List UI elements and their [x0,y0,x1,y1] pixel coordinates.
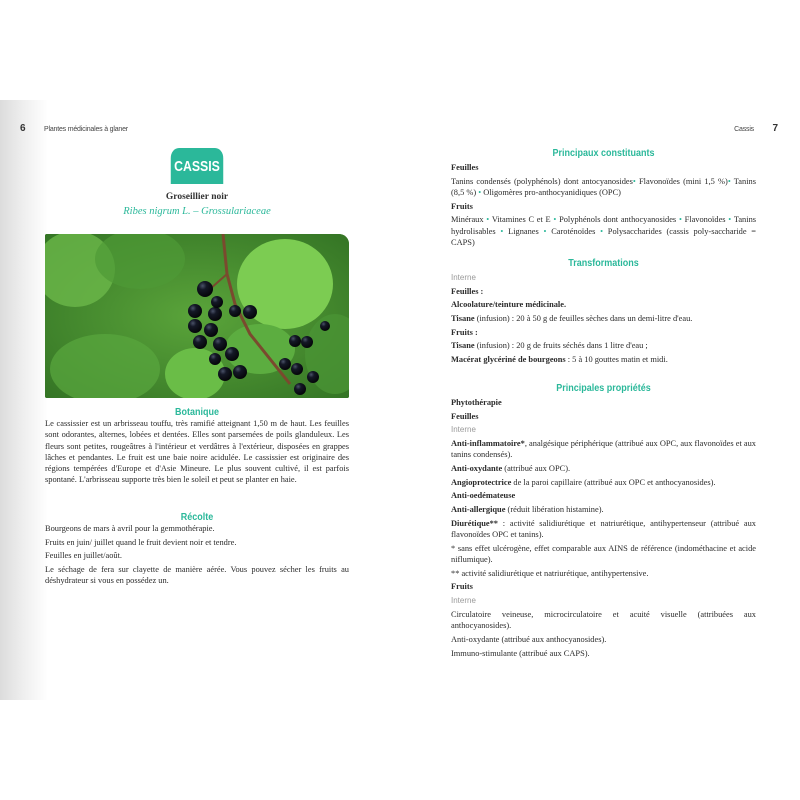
property-name: Angioprotectrice [451,477,512,487]
constituent-item: Tanins condensés (polyphénols) dont antocyanosides [451,176,633,186]
bullet-separator: • [553,215,557,225]
proprietes-fruits-label: Fruits [451,582,473,592]
common-name: Groseillier noir [165,192,229,202]
property-name: Anti-oxydante [451,464,503,474]
property-name: Anti-inflammatoire* [451,439,525,449]
bullet-separator: • [500,226,504,236]
constituent-item: Tanins (8,5 %) [451,176,756,197]
fruit-property-item: Immuno-stimulante (attribué aux CAPS). [451,648,590,658]
property-detail: : activité salidiurétique et natriurétique, antihypertenseur (attribué aux flavonoïdes OPC et tanins). [451,518,756,540]
fruit-property-item: Anti-oxydante (attribué aux anthocyanosides). [451,634,607,644]
bullet-separator: • [728,215,732,225]
constituants-fruits-label: Fruits [451,201,473,211]
macerat-line [451,354,756,365]
constituent-item: Polyphénols dont anthocyanosides [559,215,677,225]
transformations-fruits-label: Fruits : [451,327,478,337]
tisane-detail: (infusion) : 20 g de fruits séchés dans 1 litre d'eau ; [474,341,648,351]
running-head-right: Cassis [734,126,754,133]
proprietes-section [451,383,756,661]
recolte-section [45,512,349,589]
property-detail: (réduit libération histamine). [505,505,604,515]
phytotherapie-label: Phytothérapie [451,398,502,407]
bullet-separator: • [486,215,490,225]
transformations-feuilles-label: Feuilles : [451,286,484,296]
tisane-fruits-line [451,340,756,351]
property-name: Anti-allergique [451,505,506,515]
interne-label: Interne [451,273,476,282]
page-number-right: 7 [772,123,778,134]
constituent-item: Oligomères pro-anthocyanidiques (OPC) [483,187,621,197]
constituent-item: Flavonoïdes [684,215,726,225]
constituants-feuilles-label: Feuilles [451,163,479,172]
constituants-section [451,148,756,251]
constituants-title: Principaux constituants [552,148,655,159]
botanique-title: Botanique [174,407,219,418]
constituent-item: Polysaccharides (cassis poly-saccharide = CAPS) [451,226,757,247]
blackcurrant-photo [45,234,349,398]
constituent-item: Caroténoïdes [551,226,596,236]
latin-name: Ribes nigrum L. – Grossulariaceae [123,206,271,217]
constituent-item: Vitamines C et E [491,215,551,225]
tisane-label: Tisane [451,314,475,324]
bullet-separator: • [632,176,636,186]
proprietes-title: Principales propriétés [556,383,651,394]
book-spread [0,100,800,700]
bullet-separator: • [678,215,682,225]
macerat-detail: : 5 à 10 gouttes matin et midi. [565,355,668,365]
page-gutter-shadow [0,100,48,700]
tisane-detail: (infusion) : 20 à 50 g de feuilles sèches dans un demi-litre d'eau. [474,314,693,324]
recolte-line: Feuilles en juillet/août. [45,551,122,561]
proprietes-feuilles-label: Feuilles [451,411,479,421]
right-page [451,100,756,700]
property-item [451,518,756,541]
constituants-feuilles-list [451,176,756,199]
property-name: Diurétique** [451,518,498,528]
constituent-item: Flavonoïdes (mini 1,5 %) [638,176,728,186]
property-item [451,504,756,515]
recolte-line: Bourgeons de mars à avril pour la gemmothérapie. [45,524,215,533]
tisane-label: Tisane [451,341,475,351]
plant-title-badge: CASSIS [171,148,223,184]
property-detail: de la paroi capillaire (attribué aux OPC et anthocyanosides). [511,477,716,487]
bullet-separator: • [727,176,731,186]
property-detail: , analgésique périphérique (attribué aux OPC, aux flavonoïdes et aux tanins condensés). [451,439,756,460]
tisane-feuilles-line [451,313,756,324]
recolte-line: Fruits en juin/ juillet quand le fruit devient noir et tendre. [45,537,237,547]
left-page [45,100,349,700]
running-head-left: Plantes médicinales à glaner [44,126,128,133]
property-item [451,463,756,474]
property-item [451,490,756,501]
interne-label: Interne [451,596,476,606]
interne-label: Interne [451,425,476,435]
property-detail: (attribué aux OPC). [502,464,571,474]
footnote-1: * sans effet ulcérogène, effet comparable aux AINS de référence (indométhacine et acide niflumique). [451,543,756,565]
transformations-title: Transformations [568,258,639,269]
fruit-property-item: Circulatoire veineuse, microcirculatoire et acuité visuelle (attribuées aux anthocyanosides). [451,609,756,631]
alcoolature-line: Alcoolature/teinture médicinale. [451,300,567,310]
bullet-separator: • [600,226,604,236]
property-item [451,438,756,461]
recolte-line: Le séchage de fera sur clayette de manière aérée. Vous pouvez sécher les fruits au déshydrateur si vous en possédez un. [45,565,349,586]
constituants-fruits-list [451,214,756,248]
macerat-label: Macérat glycériné de bourgeons [451,355,566,365]
constituent-item: Minéraux [451,215,484,225]
recolte-title: Récolte [180,512,214,523]
constituent-item: Tanins hydrolisables [451,215,757,236]
constituent-item: Lignanes [508,226,539,236]
property-item [451,477,756,488]
botanique-section [45,407,349,488]
botanique-text: Le cassissier est un arbrisseau touffu, très ramifié atteignant 1,50 m de haut. Les feuilles sont odorantes, alternes, lobées et dentées. Elles sont parsemées de poils glanduleux. Les fleurs sont petites, rougeâtres à l'intérieur et verdâtres à l'extérieur, disposées en grappes lâches et pendantes. Le fruit est une baie noire acidulée. Le cassissier est originaire des régions tempérées d'Europe et d'Asie Mineure. Le plus souvent cultivé, il est parfois spontané. L'arbrisseau supporte très bien le soleil et peut se planter en haie. [45,419,349,485]
blackcurrant-illustration-icon [45,234,349,398]
bullet-separator: • [543,226,547,236]
property-name: Anti-oedémateuse [451,491,516,501]
footnote-2: ** activité salidiurétique et natriurétique, antihypertensive. [451,568,649,578]
page-number-left: 6 [20,123,26,134]
transformations-section [451,258,756,368]
bullet-separator: • [478,187,482,197]
